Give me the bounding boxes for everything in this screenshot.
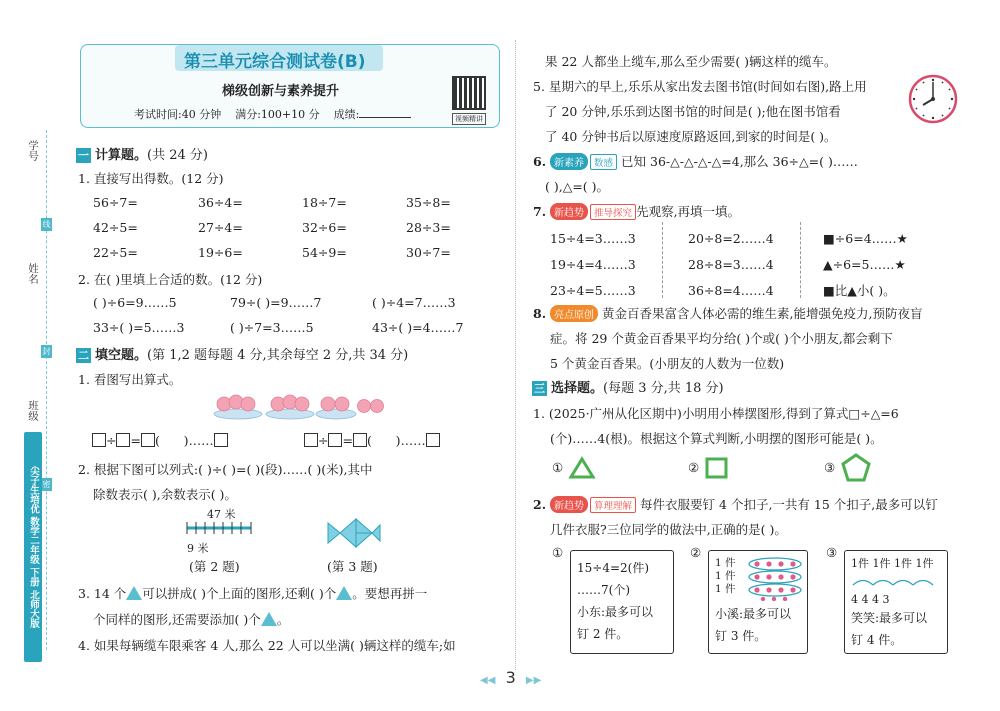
answer-box[interactable] [426, 433, 440, 447]
student-no-label: 学号 [27, 140, 39, 161]
q2-r2c2: ( )÷7=3……5 [230, 320, 314, 335]
q2-r2c1: 33÷( )=5……3 [93, 320, 185, 335]
q1-r2c3: 32÷6= [302, 220, 347, 235]
answer-box[interactable] [214, 433, 228, 447]
answer-box[interactable] [304, 433, 318, 447]
answer-box[interactable] [116, 433, 130, 447]
fill-3-line2 [93, 610, 289, 628]
book-tag: 尖子生培优 数学二年级 下册 北师大版 [24, 432, 42, 662]
button-ovals-icon [747, 557, 805, 601]
page-subtitle: 梯级创新与素养提升 [222, 84, 340, 99]
list-item: 1 件 [715, 583, 736, 595]
answer-box[interactable] [141, 433, 155, 447]
fill-1-prompt: 1. 看图写出算式。 [78, 372, 182, 387]
list-item: 小东:最多可以 [577, 605, 654, 619]
fill-7-text: 先观察,再填一填。 [636, 204, 741, 219]
square-option-icon [704, 456, 730, 480]
q2-r1c3: ( )÷4=7……3 [372, 295, 456, 310]
divider [800, 222, 801, 298]
q1-r3c1: 22÷5= [93, 245, 138, 260]
q1-r2c1: 42÷5= [93, 220, 138, 235]
score-blank [359, 108, 411, 118]
q2-r2c3: 43÷( )=4……7 [372, 320, 464, 335]
cut-mark-seal: 封 [42, 347, 51, 356]
choice-1-option-1[interactable] [552, 460, 563, 475]
fill-1-formula-a: ÷ = ( )…… [92, 433, 228, 448]
page-number-value: 3 [505, 668, 516, 687]
margin-strip [0, 0, 62, 711]
figure-3-caption: (第 3 题) [327, 559, 378, 574]
arc-numbers: 4 4 4 3 [851, 593, 890, 606]
name-label: 姓名 [27, 263, 39, 284]
button-groups [715, 557, 801, 603]
peach-plates-illustration [212, 390, 387, 420]
option-label: ① [552, 460, 564, 475]
exam-full-score: 满分:100+10 分 [235, 108, 320, 121]
option-label: ③ [824, 460, 836, 475]
section-2-number: 二 [78, 349, 89, 362]
choice-2-option-3[interactable] [844, 550, 948, 654]
option-label: ② [688, 460, 700, 475]
column-divider [515, 40, 516, 670]
section-1-points: (共 24 分) [147, 148, 208, 163]
fill-8-line2: 症。将 29 个黄金百香果平均分给( )个或( )个小朋友,都会剩下 [550, 331, 893, 346]
list-item: 小溪:最多可以 [715, 607, 792, 621]
answer-box[interactable] [92, 433, 106, 447]
score-label: 成绩: [333, 108, 360, 121]
list-item: 钉 4 件。 [851, 633, 903, 647]
q1-prompt: 1. 直接写出得数。(12 分) [78, 171, 224, 186]
figure-2-caption: (第 2 题) [189, 559, 240, 574]
fill-3-part-c: 。要想再拼一 [352, 586, 428, 601]
choice-2-option-3-label: ③ [826, 545, 838, 560]
q1-r2c4: 28÷3= [406, 220, 451, 235]
choice-2-text: 每件衣服要钉 4 个扣子,一共有 15 个扣子,最多可以钉 [640, 497, 938, 512]
answer-box[interactable] [353, 433, 367, 447]
fill-8-line3: 5 个黄金百香果。(小朋友的人数为一位数) [550, 356, 785, 371]
list-item: 23÷4=5……3 [550, 283, 636, 298]
choice-1-line1: 1. (2025·广州从化区期中)小明用小棒摆图形,得到了算式□÷△=6 [533, 406, 899, 421]
fill-3-part-d: 个同样的图形,还需要添加( )个 [93, 612, 261, 627]
fill-3-part-e: 。 [276, 612, 290, 627]
q1-r2c2: 27÷4= [198, 220, 243, 235]
fill-4-line1: 4. 如果每辆缆车限乘客 4 人,那么 22 人可以坐满( )辆这样的缆车;如 [78, 638, 456, 653]
choice-2-badge: 新趋势 [550, 496, 588, 513]
fill-7-badge: 新趋势 [550, 203, 588, 220]
q2-prompt: 2. 在( )里填上合适的数。(12 分) [78, 272, 263, 287]
choice-2-line1: 2. 新趋势 算理理解 每件衣服要钉 4 个扣子,一共有 15 个扣子,最多可以钉 [533, 497, 938, 512]
list-item: ……7(个) [577, 583, 630, 597]
triangle-icon [126, 586, 142, 600]
section-2-title: 填空题。 [95, 348, 148, 363]
q1-r1c1: 56÷7= [93, 195, 138, 210]
fill-2-line2: 除数表示( ),余数表示( )。 [93, 487, 237, 502]
choice-2-tag: 算理理解 [590, 497, 636, 513]
list-item: ■÷6=4……★ [823, 231, 908, 246]
fill-7-col1 [550, 226, 636, 304]
section-2-points: (第 1,2 题每题 4 分,其余每空 2 分,共 34 分) [147, 348, 409, 363]
segment-diagram [185, 518, 255, 540]
choice-2-option-1[interactable] [570, 550, 674, 654]
qr-caption: 视频精讲 [452, 113, 486, 125]
q1-r1c3: 18÷7= [302, 195, 347, 210]
cut-line [46, 130, 47, 650]
fill-8-text: 黄金百香果富含人体必需的维生素,能增强免疫力,预防夜盲 [602, 306, 923, 321]
section-3-points: (每题 3 分,共 18 分) [603, 381, 724, 396]
class-label: 班级 [27, 400, 39, 421]
prev-arrow-icon: ◀◀ [480, 675, 496, 686]
section-1-header [76, 144, 208, 163]
cut-mark-secret: 密 [42, 480, 51, 489]
choice-2-line2: 几件衣服?三位同学的做法中,正确的是( )。 [550, 522, 787, 537]
fill-6-line1: 6. 新素养 数感 已知 36-△-△-△-△=4,那么 36÷△=( )…… [533, 154, 858, 169]
fill-7-col3 [823, 226, 908, 304]
list-item: 15÷4=2(件) [577, 561, 650, 575]
qr-code-icon[interactable] [452, 76, 486, 110]
section-3-title: 选择题。 [551, 381, 604, 396]
triangle-icon [261, 612, 277, 626]
section-2-header [76, 344, 408, 363]
list-item: 1 件 [715, 570, 736, 582]
q2-r1c2: 79÷( )=9……7 [230, 295, 322, 310]
exam-meta [134, 106, 411, 122]
fill-5-line3: 了 40 分钟书后以原速度原路返回,到家的时间是( )。 [545, 129, 837, 144]
pentagon-option-icon [840, 452, 872, 484]
fill-2-line1: 2. 根据下图可以列式:( )÷( )=( )(段)……( )(米),其中 [78, 462, 373, 477]
answer-box[interactable] [328, 433, 342, 447]
exam-time: 考试时间:40 分钟 [134, 108, 222, 121]
list-item: 19÷4=4……3 [550, 257, 636, 272]
fill-6-line2: ( ),△=( )。 [545, 179, 610, 194]
choice-1-option-2[interactable] [688, 460, 699, 475]
fill-7-line1: 7. 新趋势 推导探究 先观察,再填一填。 [533, 204, 741, 219]
fill-6-tag: 数感 [590, 154, 617, 170]
fill-3-part-b: 可以拼成( )个上面的图形,还剩( )个 [142, 586, 337, 601]
q2-r1c1: ( )÷6=9……5 [93, 295, 177, 310]
list-item: 钉 2 件。 [577, 627, 629, 641]
fill-7-col2 [688, 226, 774, 304]
fill-6-text: 已知 36-△-△-△-△=4,那么 36÷△=( )…… [621, 154, 858, 169]
next-arrow-icon: ▶▶ [525, 675, 542, 686]
section-3-number: 三 [534, 382, 545, 395]
number-line-arcs [851, 576, 941, 586]
choice-2-option-2-label: ② [690, 545, 702, 560]
choice-2-option-1-label: ① [552, 545, 564, 560]
fill-8-badge: 亮点原创 [550, 305, 598, 322]
fill-7-tag: 推导探究 [590, 204, 636, 220]
fill-5-line1: 5. 星期六的早上,乐乐从家出发去图书馆(时间如右图),路上用 [533, 79, 867, 94]
fill-6-badge: 新素养 [550, 153, 588, 170]
list-item: 笑笑:最多可以 [851, 611, 928, 625]
list-item: 钉 3 件。 [715, 629, 767, 643]
clock-icon [908, 74, 958, 124]
section-1-number: 一 [78, 149, 89, 162]
fill-3-line1 [78, 584, 427, 602]
choice-1-line2: (个)……4(根)。根据这个算式判断,小明摆的图形可能是( )。 [550, 431, 883, 446]
list-item: 36÷8=4……4 [688, 283, 774, 298]
list-item: 28÷8=3……4 [688, 257, 774, 272]
triangle-icon [336, 586, 352, 600]
group-labels [715, 557, 736, 596]
list-item: ■比▲小( )。 [823, 283, 896, 298]
section-3-header [532, 377, 724, 396]
cut-mark-line: 线 [42, 220, 51, 229]
fill-8-line1: 8. 亮点原创 黄金百香果富含人体必需的维生素,能增强免疫力,预防夜盲 [533, 306, 923, 321]
segment-unit-label: 9 米 [187, 542, 209, 555]
q1-r3c4: 30÷7= [406, 245, 451, 260]
fill-4-continued: 果 22 人都坐上缆车,那么至少需要( )辆这样的缆车。 [545, 54, 837, 69]
q1-r1c2: 36÷4= [198, 195, 243, 210]
fill-5-line2: 了 20 分钟,乐乐到达图书馆的时间是( );他在图书馆看 [545, 104, 841, 119]
triangle-option-icon [568, 456, 596, 480]
list-item: 20÷8=2……4 [688, 231, 774, 246]
q1-r1c4: 35÷8= [406, 195, 451, 210]
choice-2-option-2[interactable] [708, 550, 808, 654]
page-title: 第三单元综合测试卷(B) [184, 52, 366, 72]
fill-3-part-a: 3. 14 个 [78, 586, 127, 601]
list-item: 1 件 [715, 557, 736, 569]
choice-1-option-3[interactable] [824, 460, 835, 475]
section-1-title: 计算题。 [95, 148, 148, 163]
page-number [480, 668, 541, 687]
divider [662, 222, 663, 298]
q1-r3c3: 54÷9= [302, 245, 347, 260]
arc-labels: 1件 1件 1件 1件 [851, 557, 934, 570]
fill-1-formula-b: ÷ = ( )…… [304, 433, 440, 448]
segment-total-label: 47 米 [207, 508, 236, 521]
list-item: 15÷4=3……3 [550, 231, 636, 246]
q1-r3c2: 19÷6= [198, 245, 243, 260]
list-item: ▲÷6=5……★ [823, 257, 906, 272]
triangle-fish-figure [326, 515, 382, 551]
